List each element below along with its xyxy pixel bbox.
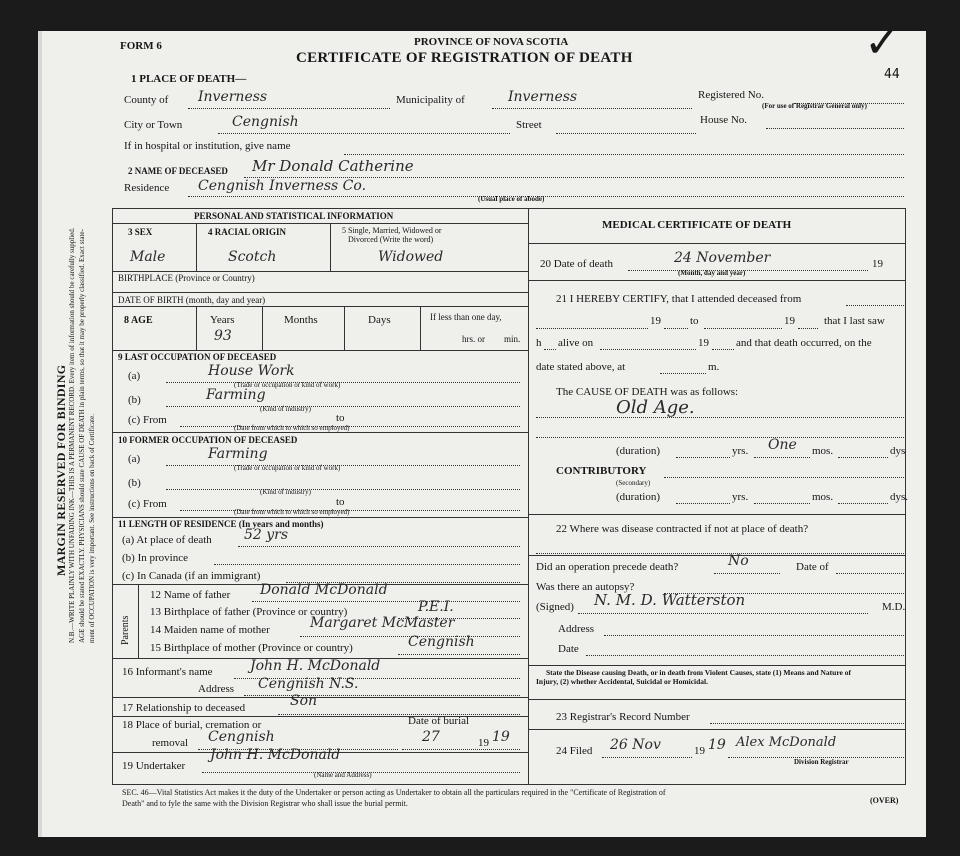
racial-origin-label: 4 RACIAL ORIGIN (208, 227, 287, 237)
occupation-a-value: House Work (208, 363, 295, 379)
certify-19b: 19 (784, 315, 795, 327)
date-of-death-value: 24 November (674, 250, 771, 266)
disease-contracted-question: 22 Where was disease contracted if not at place of death? (556, 523, 809, 535)
city-label: City or Town (124, 119, 183, 131)
margin-note-1: N.B.—WRITE PLAINLY WITH UNFADING INK—THIS IS A PERMANENT RECORD. Every item of information should be carefully supplied. (68, 227, 76, 643)
m-label: m. (708, 361, 720, 373)
hrs-label: hrs. or (462, 334, 485, 344)
date-of-death-label: 20 Date of death (540, 258, 613, 270)
residence-value: Cengnish Inverness Co. (198, 178, 367, 194)
age-years-value: 93 (214, 328, 232, 344)
rule (196, 223, 197, 271)
relationship-value: Son (290, 693, 318, 709)
rule (138, 584, 139, 658)
rule (528, 729, 905, 730)
contributory-label: CONTRIBUTORY (556, 465, 647, 477)
municipality-value: Inverness (508, 89, 578, 105)
rule (112, 292, 528, 293)
occupation-a-label: (a) (128, 370, 141, 382)
municipality-line (492, 108, 692, 109)
yrs-label: yrs. (732, 445, 749, 457)
informant-name-label: 16 Informant's name (122, 666, 213, 678)
rule (278, 714, 520, 715)
burial-date-value: 27 (422, 729, 440, 745)
rule (754, 503, 810, 504)
former-b-label: (b) (128, 477, 141, 489)
mother-birthplace-value: Cengnish (408, 634, 475, 650)
certificate-title: CERTIFICATE OF REGISTRATION OF DEATH (296, 50, 633, 66)
hospital-line (344, 154, 904, 155)
rule (712, 349, 734, 350)
sex-label: 3 SEX (128, 227, 153, 237)
cause-of-death-label: The CAUSE OF DEATH was as follows: (556, 386, 739, 398)
undertaker-note: (Name and Address) (314, 771, 372, 779)
age-label: 8 AGE (124, 315, 153, 326)
rule (420, 306, 421, 350)
rule (528, 280, 905, 281)
rule (536, 553, 904, 554)
rule (578, 613, 868, 614)
margin-note-3: ment of OCCUPATION is very important. See instructions on back of Certificate. (88, 414, 96, 643)
rule (262, 306, 263, 350)
marital-label-1: 5 Single, Married, Widowed or (342, 226, 442, 235)
filed-year-prefix: 19 (694, 745, 705, 757)
relationship-label: 17 Relationship to deceased (122, 702, 246, 714)
duration-label: (duration) (616, 445, 660, 457)
marital-value: Widowed (378, 249, 444, 265)
rule (112, 223, 528, 224)
operation-label: Did an operation precede death? (536, 561, 679, 573)
rule (676, 457, 730, 458)
in-province-label: (b) In province (122, 552, 188, 564)
house-no-line (766, 128, 904, 129)
name-of-deceased-value: Mr Donald Catherine (252, 157, 414, 175)
mother-name-label: 14 Maiden name of mother (150, 624, 270, 636)
state-disease-note-1: State the Disease causing Death, or in death from Violent Causes, state (1) Means and Nature of (546, 668, 851, 677)
rule (238, 546, 520, 547)
rule (628, 270, 868, 271)
parents-side-label: Parents (120, 615, 131, 645)
city-line (218, 133, 510, 134)
rule (112, 306, 528, 307)
county-value: Inverness (198, 89, 268, 105)
h-label: h (536, 337, 542, 349)
rule (544, 349, 556, 350)
place-of-death-label: 1 PLACE OF DEATH— (131, 73, 247, 85)
date-stated-label: date stated above, at (536, 361, 626, 373)
undertaker-value: John H. McDonald (210, 747, 341, 763)
in-canada-label: (c) In Canada (if an immigrant) (122, 570, 261, 582)
date-of-death-year: 19 (872, 258, 883, 270)
date-of-birth-label: DATE OF BIRTH (month, day and year) (118, 295, 266, 305)
rule (528, 243, 905, 244)
at-place-of-death-label: (a) At place of death (122, 534, 212, 546)
length-of-residence-label: 11 LENGTH OF RESIDENCE (In years and months) (118, 519, 324, 529)
table-bottom-border (112, 784, 906, 785)
informant-address-label: Address (198, 683, 235, 695)
burial-label-1: 18 Place of burial, cremation or (122, 719, 262, 731)
rule (754, 457, 810, 458)
rule (528, 555, 905, 556)
house-no-label: House No. (700, 114, 748, 126)
province-heading: PROVINCE OF NOVA SCOTIA (414, 36, 569, 48)
rule (166, 406, 520, 407)
rule (112, 271, 528, 272)
rule (112, 697, 528, 698)
rule (704, 328, 782, 329)
physician-address-label: Address (558, 623, 595, 635)
former-a-note: (Trade or occupation or kind of work) (234, 464, 341, 472)
residence-label: Residence (124, 182, 170, 194)
rule (252, 601, 520, 602)
certify-text-1: 21 I HEREBY CERTIFY, that I attended deceased from (556, 293, 802, 305)
birthplace-label: BIRTHPLACE (Province or Country) (118, 273, 255, 283)
rule (660, 373, 706, 374)
last-occupation-label: 9 LAST OCCUPATION OF DECEASED (118, 352, 277, 362)
mos2-label: mos. (812, 491, 834, 503)
rule (196, 306, 197, 350)
former-c-note: (Date from which to which so employed) (234, 508, 350, 516)
days-label: Days (368, 314, 391, 326)
rule (664, 477, 904, 478)
rule (112, 432, 528, 433)
md-label: M.D. (882, 601, 906, 613)
occupation-a-note: (Trade or occupation or kind of work) (234, 381, 341, 389)
rule (586, 655, 904, 656)
filed-year-value: 19 (708, 737, 726, 753)
rule (838, 457, 888, 458)
occupation-c-note: (Date from which to which so employed) (234, 424, 350, 432)
city-value: Cengnish (232, 114, 299, 130)
duration2-label: (duration) (616, 491, 660, 503)
secondary-note: (Secondary) (616, 479, 651, 487)
check-mark: ✓ (864, 18, 901, 67)
racial-origin-value: Scotch (228, 249, 277, 265)
rule (536, 437, 904, 438)
rule (112, 517, 528, 518)
informant-name-value: John H. McDonald (250, 658, 381, 674)
paper-edge (38, 31, 42, 837)
father-name-value: Donald McDonald (260, 582, 388, 598)
registrar-record-label: 23 Registrar's Record Number (556, 711, 690, 723)
certify-19c: 19 (698, 337, 709, 349)
mother-birthplace-label: 15 Birthplace of mother (Province or country) (150, 642, 353, 654)
table-middle-divider (528, 208, 529, 784)
filed-label: 24 Filed (556, 745, 593, 757)
rule (714, 573, 780, 574)
sex-value: Male (130, 249, 166, 265)
rule (528, 514, 905, 515)
rule (710, 723, 904, 724)
occupation-b-note: (Kind of industry) (260, 405, 311, 413)
last-saw-label: that I last saw (824, 315, 885, 327)
father-birthplace-value: P.E.I. (418, 599, 454, 615)
table-top-border (112, 208, 906, 209)
months-label: Months (284, 314, 318, 326)
operation-value: No (728, 553, 749, 569)
rule (536, 328, 648, 329)
father-name-label: 12 Name of father (150, 589, 231, 601)
physician-signature: N. M. D. Watterston (594, 591, 746, 609)
occupation-b-label: (b) (128, 394, 141, 406)
former-to-label: to (336, 496, 345, 508)
rule (330, 223, 331, 271)
rule (528, 665, 905, 666)
former-a-value: Farming (208, 446, 268, 462)
signed-label: (Signed) (536, 601, 574, 613)
burial-place-value: Cengnish (208, 729, 275, 745)
former-occupation-label: 10 FORMER OCCUPATION OF DECEASED (118, 435, 298, 445)
undertaker-label: 19 Undertaker (122, 760, 186, 772)
former-b-note: (Kind of industry) (260, 488, 311, 496)
rule (602, 757, 692, 758)
rule (402, 749, 520, 750)
at-place-of-death-value: 52 yrs (244, 527, 289, 543)
filed-date-value: 26 Nov (610, 737, 661, 753)
former-c-label: (c) From (128, 498, 167, 510)
personal-info-header: PERSONAL AND STATISTICAL INFORMATION (194, 211, 394, 221)
mother-name-value: Margaret McMaster (310, 615, 455, 631)
certify-to: to (690, 315, 699, 327)
yrs2-label: yrs. (732, 491, 749, 503)
rule (180, 510, 520, 511)
burial-label-2: removal (152, 737, 189, 749)
father-birthplace-label: 13 Birthplace of father (Province or country) (150, 606, 348, 618)
mos-label: mos. (812, 445, 834, 457)
rule (846, 305, 904, 306)
footer-line-2: Death" and to fyle the same with the Division Registrar who shall issue the burial permit. (122, 799, 408, 808)
name-of-deceased-label: 2 NAME OF DECEASED (128, 166, 228, 176)
street-label: Street (516, 119, 542, 131)
rule (180, 426, 520, 427)
former-a-label: (a) (128, 453, 141, 465)
county-line (188, 108, 390, 109)
certificate-paper (38, 18, 926, 837)
duration-months-value: One (768, 437, 797, 453)
rule (166, 382, 520, 383)
alive-on-label: alive on (558, 337, 594, 349)
medical-certificate-header: MEDICAL CERTIFICATE OF DEATH (602, 219, 792, 231)
division-registrar-note: Division Registrar (794, 758, 849, 766)
rule (536, 417, 904, 418)
registered-no-label: Registered No. (698, 89, 764, 101)
years-label: Years (210, 314, 235, 326)
rule (798, 328, 818, 329)
dys2-label: dys. (890, 491, 909, 503)
rule (604, 635, 904, 636)
rule (112, 350, 528, 351)
occupation-c-label: (c) From (128, 414, 167, 426)
dys-label: dys (890, 445, 906, 457)
binding-margin-label: MARGIN RESERVED FOR BINDING (54, 364, 68, 576)
autopsy-label: Was there an autopsy? (536, 581, 635, 593)
marital-label-2: Divorced (Write the word) (348, 235, 434, 244)
page-number: 44 (884, 67, 900, 82)
over-label: (OVER) (870, 796, 899, 805)
less-than-day-label: If less than one day, (430, 312, 502, 322)
street-line (556, 133, 696, 134)
burial-year-prefix: 19 (478, 737, 489, 749)
rule (600, 349, 696, 350)
state-disease-note-2: Injury, (2) whether Accidental, Suicidal or Homicidal. (536, 677, 709, 686)
residence-line (188, 196, 904, 197)
registrar-signature: Alex McDonald (736, 735, 837, 750)
county-label: County of (124, 94, 169, 106)
form-number: FORM 6 (120, 40, 162, 52)
margin-note-2: AGE should be stated EXACTLY. PHYSICIANS should state CAUSE OF DEATH in plain terms, so that it may be properly classified. Exact state- (78, 229, 86, 643)
burial-date-label: Date of burial (408, 715, 470, 727)
rule (344, 306, 345, 350)
physician-date-label: Date (558, 643, 579, 655)
cause-of-death-value: Old Age. (616, 397, 695, 418)
rule (528, 699, 905, 700)
min-label: min. (504, 334, 521, 344)
rule (676, 503, 730, 504)
informant-address-value: Cengnish N.S. (258, 676, 359, 692)
rule (838, 503, 888, 504)
rule (244, 695, 520, 696)
rule (166, 465, 520, 466)
death-occurred-label: and that death occurred, on the (736, 337, 872, 349)
burial-year-value: 19 (492, 729, 510, 745)
rule (214, 564, 520, 565)
rule (836, 573, 904, 574)
date-of-death-note: (Month, day and year) (678, 269, 746, 277)
residence-note: (Usual place of abode) (478, 195, 545, 203)
footer-line-1: SEC. 46—Vital Statistics Act makes it the duty of the Undertaker or person acting as Undertaker to obtain all the particulars required in the "Certificate of Registration of (122, 788, 666, 797)
rule (664, 328, 688, 329)
occupation-b-value: Farming (206, 387, 266, 403)
registered-no-note: (For use of Registrar General only) (762, 102, 867, 110)
occupation-to-label: to (336, 412, 345, 424)
rule (398, 654, 520, 655)
rule (166, 489, 520, 490)
hospital-label: If in hospital or institution, give name (124, 140, 291, 152)
municipality-label: Municipality of (396, 94, 465, 106)
certify-19a: 19 (650, 315, 661, 327)
operation-date-label: Date of (796, 561, 829, 573)
